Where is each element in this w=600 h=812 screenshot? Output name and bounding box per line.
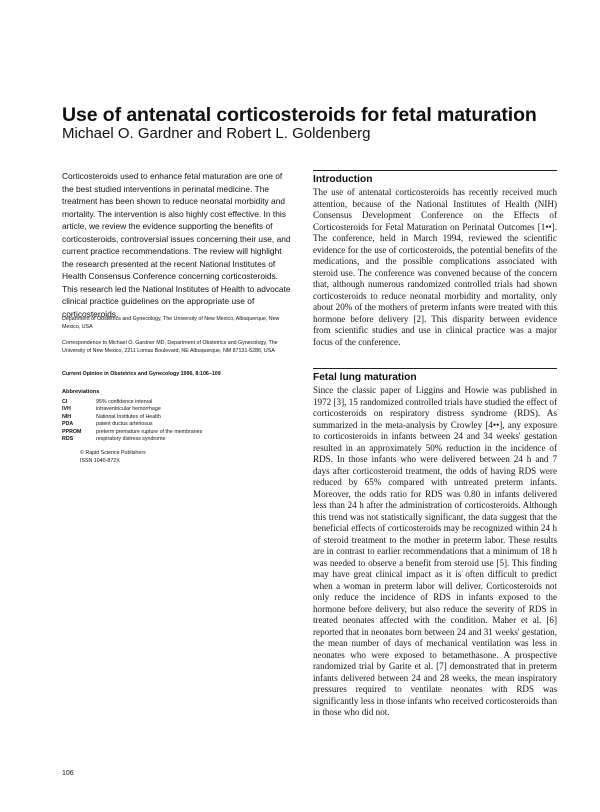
lung-heading: Fetal lung maturation [313,372,417,383]
page-number: 106 [62,770,74,777]
abbreviation-row [62,399,202,406]
affiliation: Department of Obstetrics and Gynecology, The University of New Mexico, Albuquerque, New Mexico, USA [62,316,280,330]
abbreviations-heading: Abbreviations [62,389,100,395]
copyright-notice: © Rapid Science Publishers [80,450,146,456]
intro-text: The use of antenatal corticosteroids has recently received much attention, because of the National Institutes of Health (NIH) Consensus Development Conference on the Effects of Corticosteroids for Fetal Maturation on Perinatal Outcomes [1••]. The conference, held in March 1994, reviewed the scientific evidence for the use of corticosteroids, the potential benefits of the medications, and the possible complications associated with steroid use. The conference was convened because of the concern that, although numerous randomized controlled trials had shown corticosteroids to reduce neonatal morbidity and mortality, only about 20% of the mothers of preterm infants were treated with this hormone before delivery [2]. This disparity between evidence from scientific studies and use in clinical practice was a major focus of the conference. [313,187,557,347]
abbreviation-row [62,436,202,443]
section-rule [313,170,557,171]
abbreviation: NIH [62,413,72,420]
article-title: Use of antenatal corticosteroids for fetal maturation [62,104,537,126]
abstract: Corticosteroids used to enhance fetal maturation are one of the best studied interventions in perinatal medicine. The treatment has been shown to reduce neonatal morbidity and mortality. The intervention is also highly cost effective. In this article, we review the evidence supporting the benefits of corticosteroids, controversial issues concerning their use, and current practice recommendations. The review will highlight the research presented at the recent National Institutes of Health Consensus Conference concerning corticosteroids. This research led the National Institutes of Health to advocate clinical practice guidelines on the appropriate use of corticosteroids. [62,171,291,319]
abbreviation-row [62,414,202,421]
article-authors: Michael O. Gardner and Robert L. Goldenberg [62,125,371,142]
abbreviation-meaning: patent ductus arteriosus [96,421,153,428]
abbreviation-meaning: National Institutes of Health [96,413,161,420]
abbreviation: PDA [62,421,74,428]
abbreviation: IVH [62,406,71,413]
abbreviations-list [62,399,202,443]
abbreviation-meaning: respiratory distress syndrome [96,436,166,443]
abbreviation-meaning: intraventricular hemorrhage [96,406,161,413]
abbreviation: RDS [62,436,74,443]
abbreviation-meaning: 95% confidence interval [96,399,153,405]
correspondence: Correspondence to Michael O. Gardner MD, Department of Obstetrics and Gynecology, The University of New Mexico, 2211 Lomas Boulevard, NE Albuquerque, NM 87131-5286, USA [62,340,278,354]
abbreviation-row [62,429,202,436]
intro-heading: Introduction [313,174,373,185]
journal-citation: Current Opinion in Obstetrics and Gynecology 1996, 8:106–109 [62,371,221,377]
lung-text: Since the classic paper of Liggins and Howie was published in 1972 [3], 15 randomized controlled trials have studied the effect of corticosteroids on respiratory distress syndrome (RDS). As summarized in the meta-analysis by Crowley [4••], any exposure to corticosteroids in infants between 24 and 34 weeks' gestation resulted in an approximately 50% reduction in the incidence of RDS. In those infants who were delivered between 24 h and 7 days after corticosteroid treatment, the odds of having RDS were reduced by 65% compared with untreated preterm infants. Moreover, the odds ratio for RDS was 0.80 in infants delivered less than 24 h after the administration of corticosteroids. Although this trend was not statistically significant, the data suggest that the beneficial effects of corticosteroids may be recognized within 24 h of steroid treatment to the mother in preterm labor. These results are in contrast to earlier recommendations that a minimum of 18 h was needed to observe a benefit from steroid use [5]. This finding may have great clinical impact as it is often difficult to predict when a woman in preterm labor will deliver. Corticosteroids not only reduce the incidence of RDS in infants exposed to the hormone before delivery, but also reduce the severity of RDS in treated neonates affected with the condition. Maher et al. [6] reported that in neonates born between 24 and 31 weeks' gestation, the mean number of days of mechanical ventilation was less in neonates who were exposed to betamethasone. A prospective randomized trial by Garite et al. [7] demonstrated that in preterm infants delivered between 24 and 28 weeks, the mean inspiratory pressures required to ventilate neonates with RDS was significantly less in those infants who received corticosteroids than in those who did not. [313,385,557,717]
abbreviation-row [62,406,202,413]
abbreviation-meaning: preterm premature rupture of the membranes [96,428,203,435]
abbreviation: PPROM [62,428,82,435]
section-rule [313,368,557,369]
copyright-block [80,450,146,465]
abbreviation: CI [62,399,68,405]
abbreviation-row [62,421,202,428]
issn: ISSN 1040-872X [80,457,120,464]
